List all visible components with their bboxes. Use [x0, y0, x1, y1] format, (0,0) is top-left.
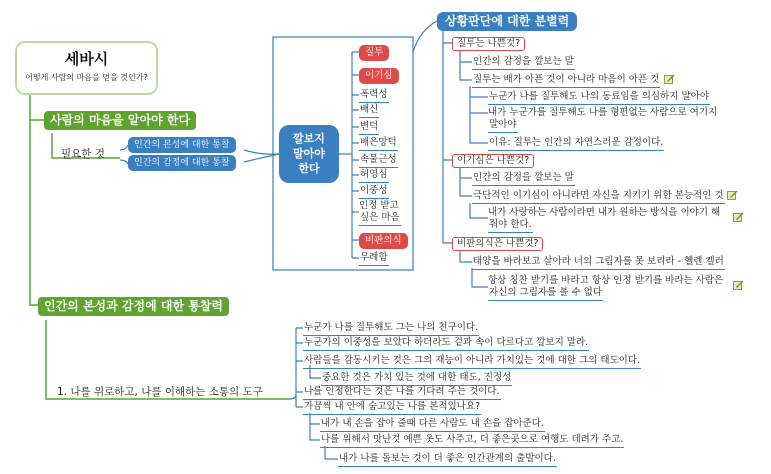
bottom-item-4[interactable]: 나를 인정한다는 것은 나를 기다려 주는 것이다.	[303, 386, 501, 400]
branch-comfort-tool[interactable]: 1. 나를 위로하고, 나를 이해하는 소통의 도구	[57, 386, 263, 398]
item-ingratitude[interactable]: 배은망덕	[359, 137, 398, 151]
q1-item-2[interactable]: 질투는 배가 아픈 것이 아니라 마음이 아픈 것	[472, 74, 660, 88]
q1-item-1[interactable]: 인간의 감정을 깔보는 말	[472, 56, 575, 70]
bottom-subitem-3[interactable]: 중요한 것은 가치 있는 것에 대한 태도, 진정성	[321, 372, 512, 386]
item-betrayal[interactable]: 배신	[359, 104, 379, 118]
item-recognition-line-1[interactable]: 인정 받고	[359, 200, 399, 211]
bottom-subitem-5b-1[interactable]: 내가 나를 돌보는 것이 더 좋은 인간관계의 출발이다.	[338, 453, 557, 467]
pill-nature-insight[interactable]: 인간의 본성에 대한 통찰	[128, 137, 236, 153]
q1-subitem-2-line-1[interactable]: 내가 누군가를 질투해도 나를 형편없는 사람으로 여기지	[488, 107, 718, 118]
bottom-item-2[interactable]: 누군가의 이중성을 보았다 하더라도 겉과 속이 다르다고 깔보지 말라.	[303, 337, 589, 351]
q1-subitem-3[interactable]: 이유: 질투는 인간의 자연스러운 감정이다.	[488, 137, 664, 151]
header-situational-judgment[interactable]: 상황판단에 대한 분별력	[437, 12, 577, 31]
bottom-item-3[interactable]: 사람들을 감동시키는 것은 그의 재능이 아니라 가치있는 것에 대한 그의 태도이다.	[303, 355, 641, 369]
q3-subitem-line-1[interactable]: 항상 칭찬 받기를 바라고 항상 인정 받기를 바라는 사람은	[488, 275, 724, 286]
question-jealousy[interactable]: 질투는 나쁜것?	[452, 37, 525, 51]
q3-subitem-line-2[interactable]: 자신의 그림자를 볼 수 없다	[488, 287, 603, 301]
center-box-dont-look-down[interactable]	[279, 125, 339, 183]
q1-subitem-1[interactable]: 누군가 나를 질투해도 나의 동료임을 의심하지 말아야	[488, 91, 710, 105]
bottom-subitem-5a[interactable]: 내가 내 손을 잡아 줄때 다른 사람도 내 손을 잡아준다.	[320, 418, 545, 432]
bottom-item-5[interactable]: 가끔씩 내 안에 숨고있는 나를 본적있나요?	[303, 401, 481, 415]
question-selfishness[interactable]: 이기심은 나쁜것?	[452, 154, 534, 168]
need-label[interactable]: 필요한 것	[61, 148, 105, 160]
pill-emotion-insight[interactable]: 인간의 감정에 대한 통찰	[128, 155, 236, 171]
q1-subitem-2-line-2[interactable]: 말아야	[488, 119, 518, 133]
item-selfishness[interactable]: 이기심	[359, 68, 399, 84]
topic-know-hearts[interactable]: 사람의 마음을 알아야 한다	[44, 111, 196, 130]
note-icon[interactable]	[727, 190, 738, 200]
center-box-line-1: 깔보지	[293, 132, 325, 145]
item-fickleness[interactable]: 변덕	[359, 121, 379, 135]
root-subtitle: 어떻게 사람의 마음을 얻을 것인가?	[25, 73, 148, 82]
root-node[interactable]	[15, 41, 158, 95]
item-jealousy[interactable]: 질투	[359, 45, 389, 61]
note-icon[interactable]	[664, 74, 675, 84]
q2-subitem-line-2[interactable]: 줘야 한다.	[488, 219, 533, 233]
root-title: 세바시	[64, 50, 109, 68]
item-vanity[interactable]: 허영심	[359, 169, 389, 183]
item-rudeness[interactable]: 무례함	[359, 252, 389, 266]
q2-item-1[interactable]: 인간의 감정을 깔보는 말	[472, 172, 575, 186]
q3-item-1[interactable]: 태양을 바라보고 살아라 너의 그림자를 못 보리라 - 헬렌 켈러	[472, 256, 725, 270]
bottom-item-1[interactable]: 누군가 나를 질투해도 그는 나의 친구이다.	[303, 322, 479, 336]
q2-subitem-line-1[interactable]: 내가 사랑하는 사람이라면 내가 원하는 방식을 이야기 해	[488, 207, 721, 218]
topic-insight-nature-emotion[interactable]: 인간의 본성과 감정에 대한 통찰력	[38, 297, 229, 316]
item-snobbery[interactable]: 속물근성	[359, 154, 398, 168]
item-recognition-line-2[interactable]: 싶은 마음	[359, 212, 401, 226]
center-box-line-3: 한다	[298, 162, 320, 175]
item-violence[interactable]: 폭력성	[359, 89, 389, 103]
item-criticism[interactable]: 비판의식	[359, 233, 408, 249]
center-box-line-2: 말아야	[293, 147, 325, 160]
item-duplicity[interactable]: 이중성	[359, 185, 389, 199]
note-icon[interactable]	[733, 280, 744, 290]
note-icon[interactable]	[733, 212, 744, 222]
bottom-subitem-5b[interactable]: 나를 위해서 맛난것 예쁜 옷도 사주고, 더 좋은곳으로 여행도 데려가 주고.	[320, 434, 624, 448]
question-criticism[interactable]: 비판의식은 나쁜것?	[452, 237, 543, 251]
q2-item-2[interactable]: 극단적인 이기심이 아니라면 자신을 지키기 위한 본능적인 것	[472, 190, 725, 204]
